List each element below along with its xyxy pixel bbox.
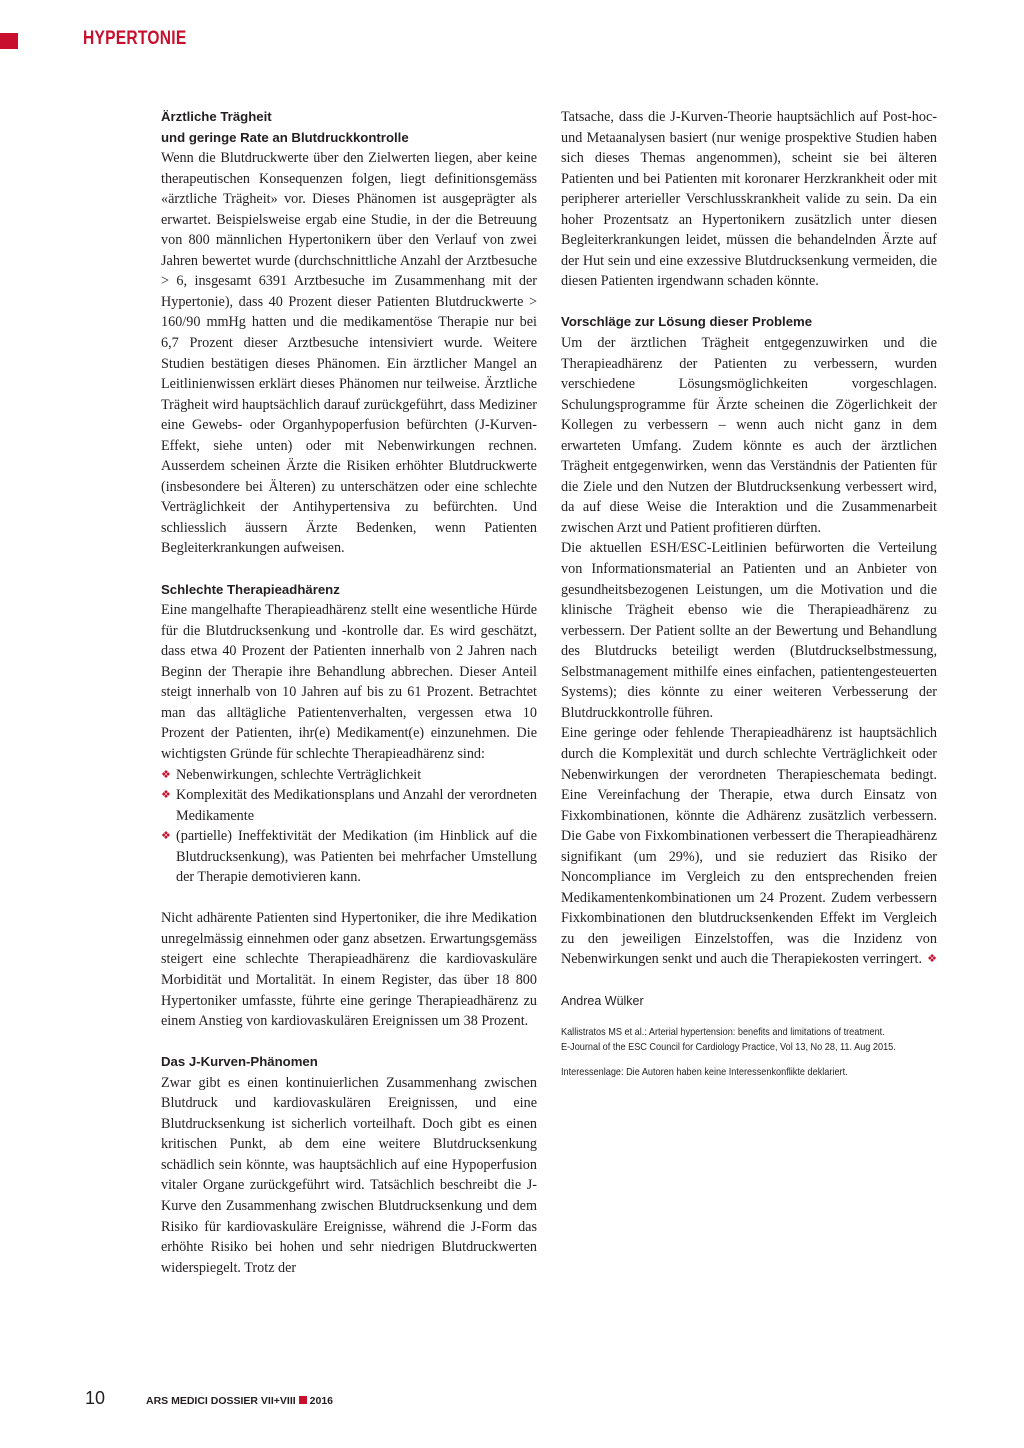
header-accent-square [0,33,18,49]
page-number: 10 [85,1388,106,1408]
list-item-text: Komplexität des Medikationsplans und Anzahl der verordneten Medikamente [176,787,537,824]
list-item [161,826,537,888]
diamond-bullet-icon: ❖ [161,789,171,802]
paragraph-nicht-adhaerent: Nicht adhärente Patienten sind Hypertoniker, die ihre Medikation unregelmässig einnehmen oder ganz absetzen. Erwartungsgemäss steigert eine schlechte Therapieadhärenz die kardiovaskuläre Morbidität und Mortalität. In einem Register, das über 18 800 Hypertoniker umfasste, führte eine geringe Therapieadhärenz zu einem Anstieg von kardiovaskulären Ereignissen um 38 Prozent. [161,910,537,1030]
heading-line-2: und geringe Rate an Blutdruckkontrolle [161,129,409,145]
right-column [561,107,937,1080]
left-column [161,107,537,1278]
footer-accent-square [299,1396,307,1404]
diamond-bullet-icon: ❖ [161,768,171,781]
journal-footer [146,1395,333,1407]
paragraph-loesung-3 [561,723,937,970]
heading-j-kurve: Das J-Kurven-Phänomen [161,1054,318,1070]
paragraph-j-kurve-continued: Tatsache, dass die J-Kurven-Theorie hauptsächlich auf Post-hoc- und Metaanalysen basiert (nur wenige prospektive Studien haben sich dieses Themas angenommen), scheint sie bei älteren Patienten und bei Patienten mit koronarer Herzkrankheit oder mit peripherer arterieller Verschlusskrankheit valide zu sein. Da ein hoher Prozentsatz an Hypertonikern zusätzlich unter diesen Begleiterkrankungen leidet, müssen die behandelnden Ärzte auf der Hut sein und eine exzessive Blutdrucksenkung vermeiden, die diesen Patienten irgendwann schaden könnte. [561,109,937,290]
heading-line-1: Ärztliche Trägheit [161,109,272,124]
heading-loesungsvorschlaege: Vorschläge zur Lösung dieser Probleme [561,314,813,330]
paragraph-therapieadhaerenz: Eine mangelhafte Therapieadhärenz stellt eine wesentliche Hürde für die Blutdrucksenkung und -kontrolle dar. Es wird geschätzt, dass etwa 40 Prozent der Patienten innerhalb von 2 Jahren nach Beginn der Therapie ihre Behandlung abbrechen. Dieser Anteil steigt innerhalb von 10 Jahren auf bis zu 61 Prozent. Betrachtet man das alltägliche Patientenverhalten, vergessen etwa 10 Prozent der Patienten, ihr(e) Medikament(e) einzunehmen. Die wichtigsten Gründe für schlechte Therapieadhärenz sind: [161,602,537,762]
section-title: HYPERTONIE [83,28,187,49]
heading-aerztliche-traegheit [161,107,537,148]
journal-name: ARS MEDICI DOSSIER VII+VIII [146,1395,296,1407]
reference-line-1: Kallistratos MS et al.: Arterial hypertension: benefits and limitations of treatment. [561,1026,885,1038]
heading-therapieadhaerenz: Schlechte Therapieadhärenz [161,581,340,597]
reference [561,1025,938,1055]
list-item-text: (partielle) Ineffektivität der Medikation (im Hinblick auf die Blutdrucksenkung), was Patienten bei mehrfacher Umstellung der Therapie demotivieren kann. [176,828,537,886]
journal-year: 2016 [309,1395,334,1407]
paragraph-loesung-2: Die aktuellen ESH/ESC-Leitlinien befürworten die Verteilung von Informationsmaterial an Patienten und an Anbieter von gesundheitsbezogenen Leistungen, um die Motivation und die klinische Trägheit ebenso wie die Therapieadhärenz zu verbessern. Der Patient sollte an der Bewertung und Behandlung des Blutdrucks beteiligt werden (Blutdruckselbstmessung, Selbstmanagement mithilfe eines einfachen, patientengesteuerten Systems); dies könnte zu einer weiteren Verbesserung der Blutdruckkontrolle führen. [561,540,937,721]
list-item [161,765,537,786]
end-of-article-icon: ❖ [927,953,937,966]
diamond-bullet-icon: ❖ [161,830,171,843]
list-item-text: Nebenwirkungen, schlechte Verträglichkeit [176,766,422,783]
reasons-list [161,765,537,888]
conflict-of-interest: Interessenlage: Die Autoren haben keine Interessenkonflikte deklariert. [561,1066,848,1078]
list-item [161,785,537,826]
paragraph-loesung-1: Um der ärztlichen Trägheit entgegenzuwirken und die Therapieadhärenz der Patienten zu verbessern, wurden verschiedene Lösungsmöglichkeiten vorgeschlagen. Schulungsprogramme für Ärzte scheinen die Zögerlichkeit der Kollegen zu verbessern – wenn auch nicht ganz in dem erwarteten Umfang. Zudem könnte es auch der ärztlichen Trägheit entgegenwirken, wenn das Verständnis der Patienten für die Ziele und den Nutzen der Blutdrucksenkung verbessert wird, da auf diese Weise die Interaktion und die Zusammenarbeit zwischen Arzt und Patient profitieren dürften. [561,335,937,536]
paragraph-loesung-3-text: Eine geringe oder fehlende Therapieadhärenz ist hauptsächlich durch die Komplexität und durch schlechte Verträglichkeit oder Nebenwirkungen der verordneten Therapieschemata bedingt. Eine Vereinfachung der Therapie, etwa durch Einsatz von Fixkombinationen, könnte die Adhärenz zusätzlich verbessern. Die Gabe von Fixkombinationen verbessert die Therapieadhärenz signifikant (um 29%), und sie reduziert das Risiko der Noncompliance im Vergleich zu den entsprechenden freien Medikamentenkombinationen um 24 Prozent. Zudem verbessern Fixkombinationen den blutdrucksenkenden Effekt im Vergleich zu den jeweiligen Einzelstoffen, was die Inzidenz von Nebenwirkungen senkt und auch die Therapiekosten verringert. [561,725,937,968]
author-name: Andrea Wülker [561,993,644,1008]
paragraph-aerztliche-traegheit: Wenn die Blutdruckwerte über den Zielwerten liegen, aber keine therapeutischen Konsequenzen folgen, liegt definitionsgemäss «ärztliche Trägheit» vor. Dieses Phänomen ist ausgeprägter als erwartet. Beispielsweise ergab eine Studie, in der die Betreuung von 800 männlichen Hypertonikern über den Verlauf von zwei Jahren bewertet wurde (durchschnittliche Anzahl der Arztbesuche > 6, insgesamt 6391 Arztbesuche im Zusammenhang mit der Hypertonie), dass 40 Prozent dieser Patienten Blutdruckwerte > 160/90 mmHg hatten und die medikamentöse Therapie nur bei 6,7 Prozent dieser Arztbesuche intensiviert wurde. Weitere Studien bestätigen dieses Phänomen. Ein ärztlicher Mangel an Leitlinienwissen erklärt dieses Phänomen nur teilweise. Ärztliche Trägheit wird hauptsächlich darauf zurückgeführt, dass Mediziner eine Gewebs- oder Organhypoperfusion befürchten (J-Kurven-Effekt, siehe unten) oder mit Nebenwirkungen rechnen. Ausserdem scheinen Ärzte die Risiken erhöhter Blutdruckwerte (insbesondere bei Älteren) zu unterschätzen oder eine schlechte Verträglichkeit der Antihypertensiva zu befürchten. Und schliesslich äussern Ärzte Bedenken, wenn Patienten Begleiterkrankungen aufweisen. [161,150,537,557]
paragraph-j-kurve: Zwar gibt es einen kontinuierlichen Zusammenhang zwischen Blutdruck und kardiovaskulären Ereignissen, und eine Blutdrucksenkung ist sicherlich vorteilhaft. Doch gibt es einen kritischen Punkt, ab dem eine weitere Blutdrucksenkung schädlich sein könnte, was hauptsächlich auf eine Hypoperfusion vitaler Organe zurückgeführt wird. Tatsächlich beschreibt die J-Kurve den Zusammenhang zwischen Blutdrucksenkung und dem Risiko für kardiovaskuläre Ereignisse, während die J-Form das erhöhte Risiko bei hohen und sehr niedrigen Blutdruckwerten widerspiegelt. Trotz der [161,1074,537,1276]
reference-line-2: E-Journal of the ESC Council for Cardiology Practice, Vol 13, No 28, 11. Aug 2015. [561,1041,896,1053]
